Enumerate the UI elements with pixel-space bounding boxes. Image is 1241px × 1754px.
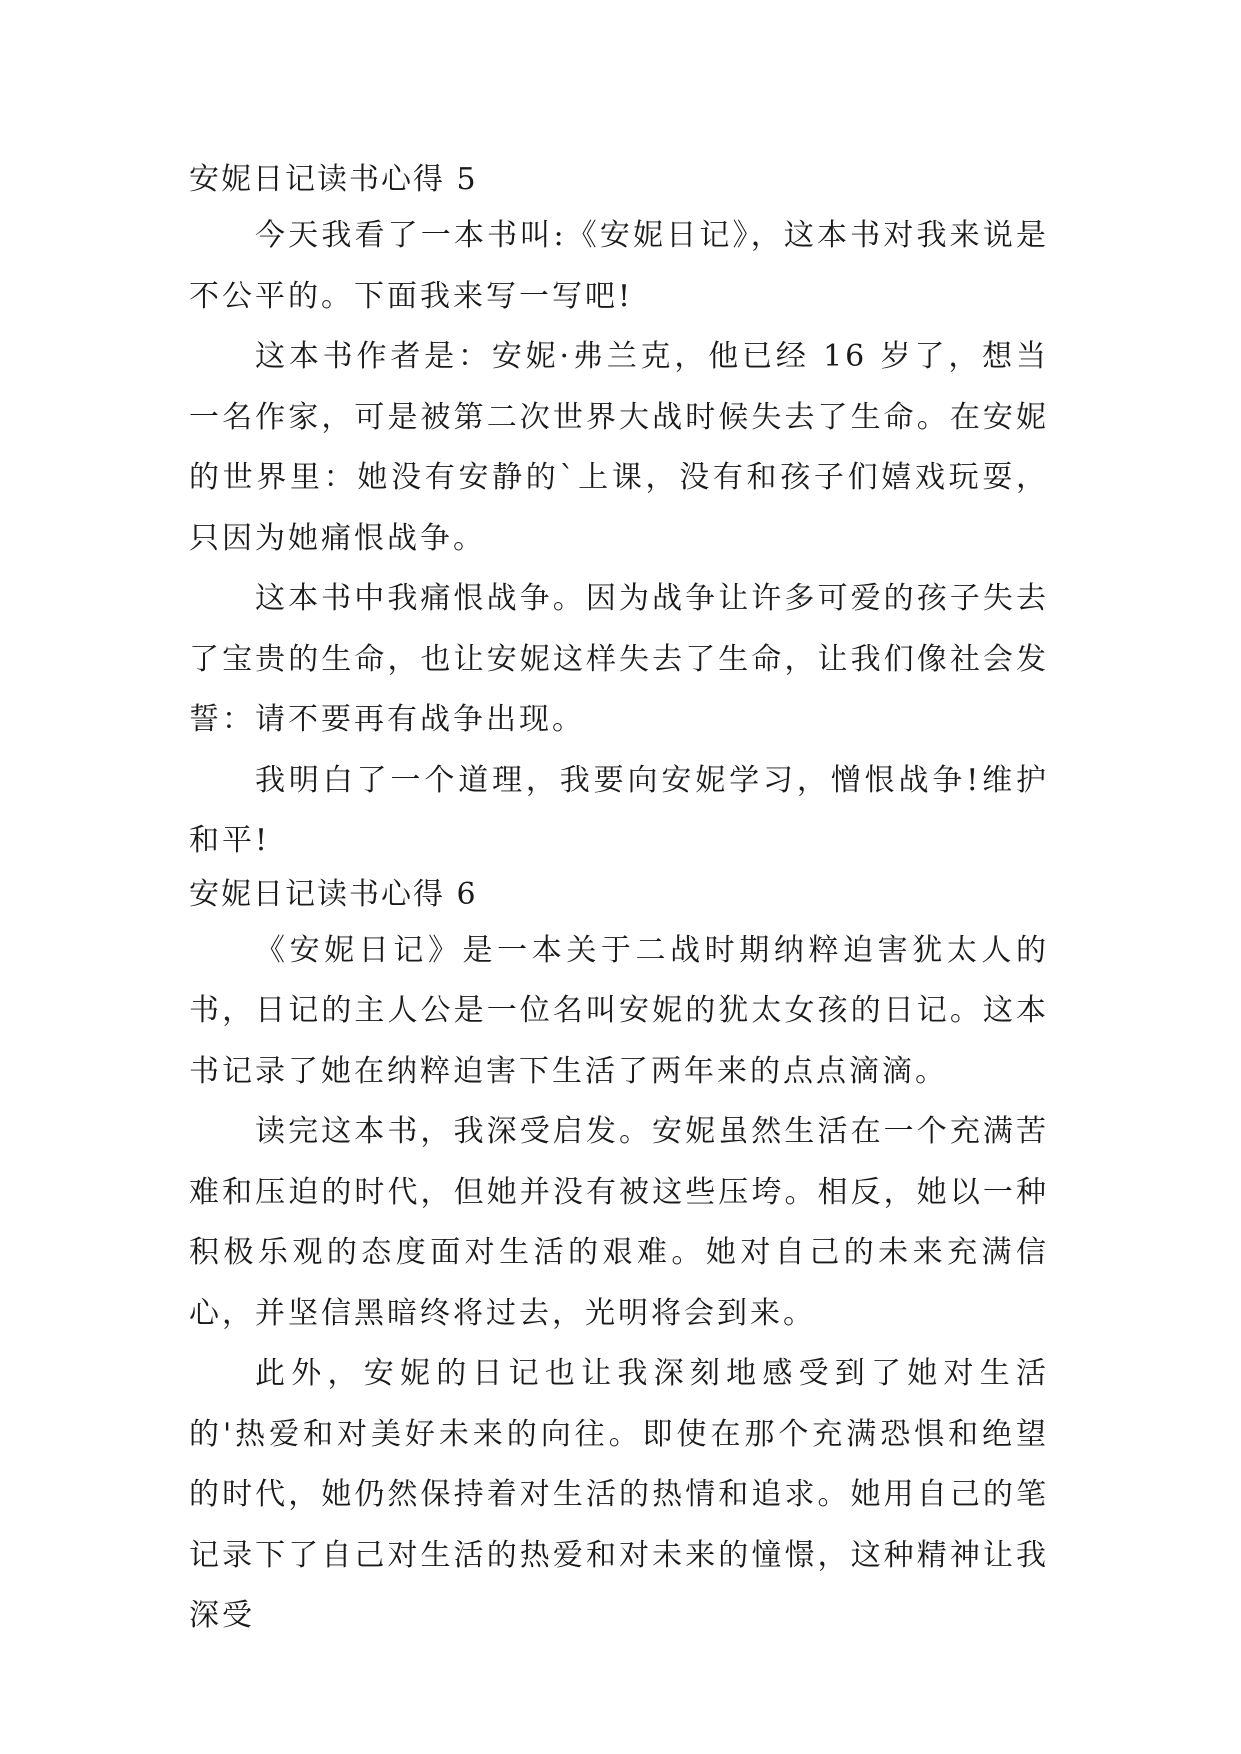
paragraph: 《安妮日记》是一本关于二战时期纳粹迫害犹太人的书，日记的主人公是一位名叫安妮的犹太女孩的日记。这本书记录了她在纳粹迫害下生活了两年来的点点滴滴。 [189,932,1049,1089]
paragraph: 这本书作者是：安妮·弗兰克，他已经 16 岁了，想当一名作家，可是被第二次世界大战时候失去了生命。在安妮的世界里：她没有安静的`上课，没有和孩子们嬉戏玩耍，只因为她痛恨战争。 [189,339,1049,556]
paragraph: 今天我看了一本书叫:《安妮日记》，这本书对我来说是不公平的。下面我来写一写吧! [189,218,1049,314]
paragraph: 我明白了一个道理，我要向安妮学习，憎恨战争!维护和平! [189,762,1049,858]
section-heading: 安妮日记读书心得 6 [189,876,478,912]
paragraph: 这本书中我痛恨战争。因为战争让许多可爱的孩子失去了宝贵的生命，也让安妮这样失去了生命，让我们像社会发誓：请不要再有战争出现。 [189,581,1049,737]
paragraph: 读完这本书，我深受启发。安妮虽然生活在一个充满苦难和压迫的时代，但她并没有被这些压垮。相反，她以一种积极乐观的态度面对生活的艰难。她对自己的未来充满信心，并坚信黑暗终将过去，光明将会到来。 [189,1114,1049,1331]
paragraph: 此外，安妮的日记也让我深刻地感受到了她对生活的'热爱和对美好未来的向往。即使在那个充满恐惧和绝望的时代，她仍然保持着对生活的热情和追求。她用自己的笔记录下了自己对生活的热爱和对未来的憧憬，这种精神让我深受 [189,1356,1049,1633]
section-heading: 安妮日记读书心得 5 [189,162,478,197]
document-body [189,160,1049,1647]
